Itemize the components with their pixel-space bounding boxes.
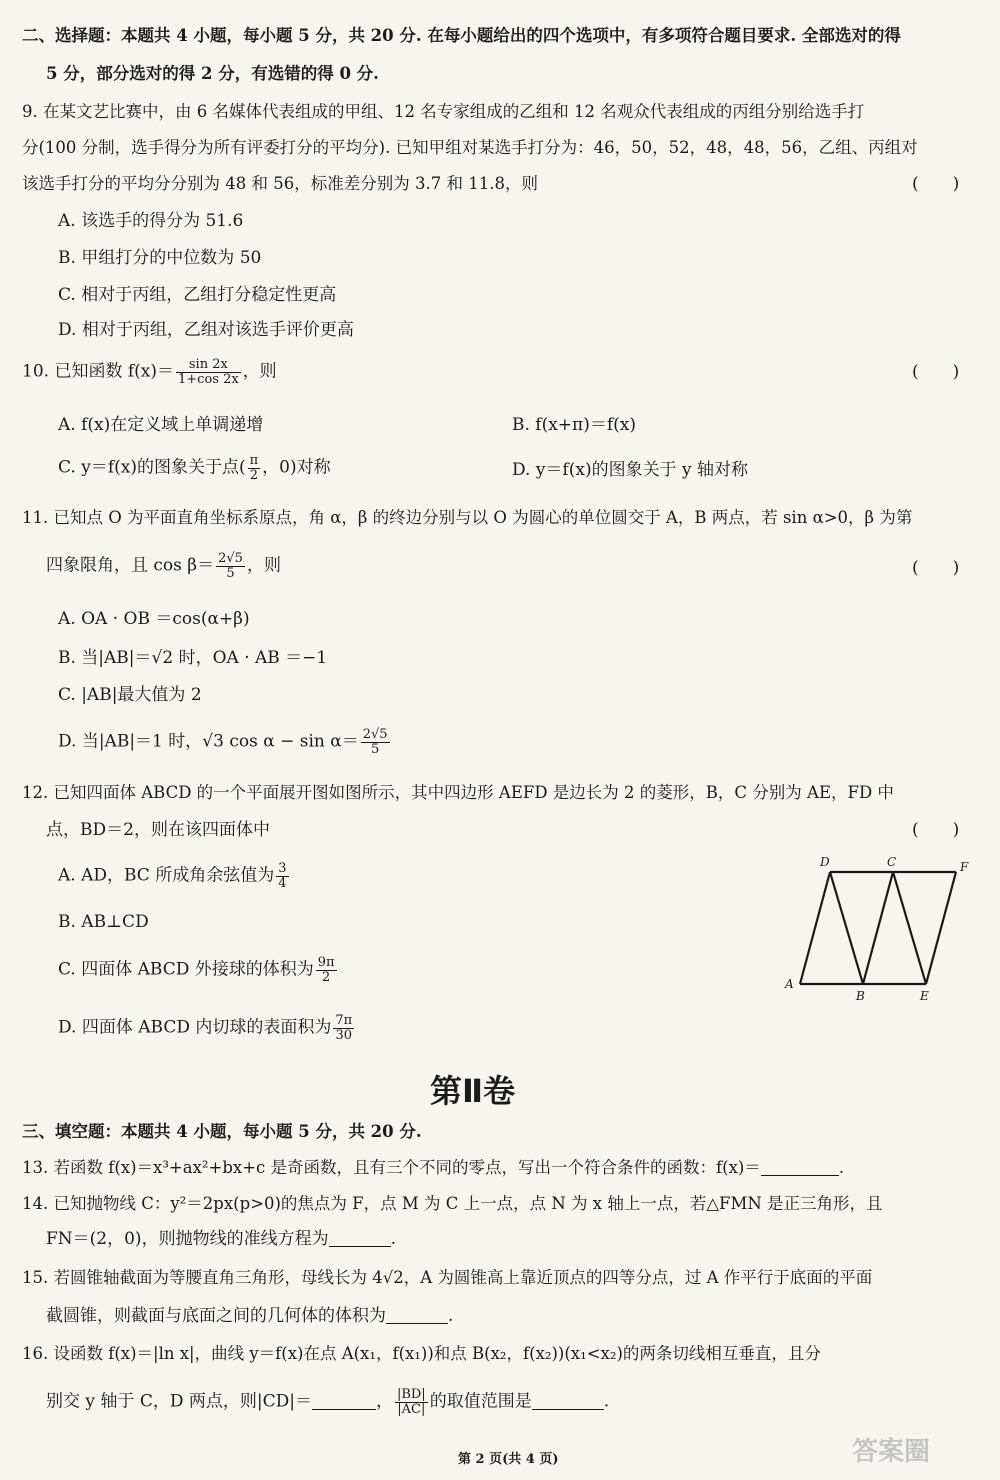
edge-ef [926,872,956,984]
q13-end: . [838,1158,845,1177]
q13-answer-blank[interactable] [761,1161,839,1176]
q9-option-c: C. 相对于丙组，乙组打分稳定性更高 [58,285,337,305]
q9-line2: 分(100 分制，选手得分为所有评委打分的平均分). 已知甲组对某选手打分为：46，50，52，48，48，56，乙组、丙组对 [22,138,918,157]
q11-line1: 11. 已知点 O 为平面直角坐标系原点，角 α，β 的终边分别与以 O 为圆心的单位圆交于 A，B 两点，若 sin α>0，β 为第 [22,508,913,527]
q12-option-a-frac [276,862,288,890]
fig-label-c: C [887,855,897,869]
section3-header: 三、填空题：本题共 4 小题，每小题 5 分，共 20 分. [22,1122,422,1141]
fig-label-d: D [820,855,830,869]
edge-ad [800,872,830,984]
q11-option-b: B. 当|AB|＝√2 时，OA · AB ＝−1 [58,648,328,668]
q12-c-num: 9π [317,955,335,970]
q9-line3: 该选手打分的平均分分别为 48 和 56，标准差分别为 3.7 和 11.8，则 [22,174,538,193]
q10-option-c-frac [248,454,261,482]
q10-suffix: ，则 [242,361,277,382]
q10-option-d: D. y＝f(x)的图象关于 y 轴对称 [512,460,748,480]
q12-answer-paren: ( ) [912,820,960,840]
q15-end: . [448,1306,454,1326]
q10-option-c [58,454,331,482]
q11-d-num: 2√5 [362,727,388,742]
q12-net-figure [780,850,975,1010]
q12-option-d [58,1014,356,1042]
edge-db [830,872,863,984]
q16-line2-pre: 别交 y 轴于 C，D 两点，则|CD|＝ [46,1391,312,1412]
q16-answer-blank-2[interactable] [532,1395,604,1410]
q16-line2 [46,1388,609,1416]
q14-line2-pre: FN＝(2，0)，则抛物线的准线方程为 [46,1229,329,1249]
q15-line2-pre: 截圆锥，则截面与底面之间的几何体的体积为 [46,1306,386,1326]
q16-frac-num: |BD| [396,1387,426,1402]
q12-d-den: 30 [335,1027,353,1043]
q16-answer-blank-1[interactable] [312,1395,376,1410]
q15-answer-blank[interactable] [386,1309,448,1324]
q10-prefix: 10. 已知函数 f(x)＝ [22,361,174,382]
section2-header-line2: 5 分，部分选对的得 2 分，有选错的得 0 分. [46,64,379,83]
q12-option-a-pre: A. AD，BC 所成角余弦值为 [58,865,275,886]
q12-c-den: 2 [322,969,331,985]
q12-line2: 点，BD＝2，则在该四面体中 [46,820,270,840]
q12-option-c [58,956,339,984]
fig-label-a: A [785,977,794,991]
q12-d-num: 7π [335,1013,353,1028]
q9-answer-paren: ( ) [912,174,960,194]
edge-ce [893,872,926,984]
q16-line1: 16. 设函数 f(x)＝|ln x|，曲线 y＝f(x)在点 A(x₁，f(x₁))和点 B(x₂，f(x₂))(x₁<x₂)的两条切线相互垂直，且分 [22,1344,821,1363]
q12-option-b: B. AB⊥CD [58,912,149,932]
q12-option-c-pre: C. 四面体 ABCD 外接球的体积为 [58,959,314,980]
q9-line1: 9. 在某文艺比赛中，由 6 名媒体代表组成的甲组、12 名专家组成的乙组和 12 名观众代表组成的丙组分别给选手打 [22,102,865,121]
q10-answer-paren: ( ) [912,362,960,382]
q14-answer-blank[interactable] [329,1232,391,1247]
q10-option-a: A. f(x)在定义域上单调递增 [58,415,264,435]
q11-option-d [58,728,392,756]
q11-line2-pre: 四象限角，且 cos β＝ [46,555,215,576]
q11-line2 [46,552,281,580]
q11-option-c: C. |AB|最大值为 2 [58,685,202,705]
q10-c-den: 2 [249,467,258,483]
part2-title: 第Ⅱ卷 [430,1072,516,1110]
q16-end: . [603,1391,610,1412]
q11-answer-paren: ( ) [912,558,960,578]
fig-label-f: F [960,860,969,874]
q13-line1 [22,1160,844,1177]
q12-option-a [58,862,291,890]
q10-frac-num: sin 2x [176,358,241,373]
q10-c-num: π [249,453,259,468]
q14-line2 [46,1231,396,1248]
q11-line2-post: ，则 [246,555,281,576]
q11-frac-den: 5 [226,565,235,581]
q10-stem [22,358,277,386]
q16-fraction [395,1388,428,1416]
q12-a-num: 3 [278,861,287,876]
q11-d-den: 5 [371,741,380,757]
section2-header-line1: 二、选择题：本题共 4 小题，每小题 5 分，共 20 分. 在每小题给出的四个选项中，有多项符合题目要求. 全部选对的得 [22,26,901,45]
q10-frac-den: 1+cos 2x [178,371,239,387]
q16-line2-post: 的取值范围是 [429,1391,532,1412]
q11-line2-frac [216,552,245,580]
q11-frac-num: 2√5 [218,551,243,566]
q10-option-c-pre: C. y＝f(x)的图象关于点( [58,457,246,478]
q15-line1: 15. 若圆锥轴截面为等腰直角三角形，母线长为 4√2，A 为圆锥高上靠近顶点的四等分点，过 A 作平行于底面的平面 [22,1268,873,1287]
q13-text: 13. 若函数 f(x)＝x³+ax²+bx+c 是奇函数，且有三个不同的零点，写出一个符合条件的函数：f(x)＝ [22,1158,761,1177]
q11-option-d-pre: D. 当|AB|＝1 时，√3 cos α − sin α＝ [58,731,359,752]
q12-option-d-frac [333,1014,354,1042]
q12-line1: 12. 已知四面体 ABCD 的一个平面展开图如图所示，其中四边形 AEFD 是边长为 2 的菱形，B，C 分别为 AE，FD 中 [22,783,894,802]
q12-option-d-pre: D. 四面体 ABCD 内切球的表面积为 [58,1017,332,1038]
q11-option-d-frac [361,728,390,756]
q16-sep: ， [375,1391,393,1412]
q14-line1: 14. 已知抛物线 C：y²＝2px(p>0)的焦点为 F，点 M 为 C 上一点，点 N 为 x 轴上一点，若△FMN 是正三角形，且 [22,1194,883,1213]
q16-frac-den: |AC| [397,1401,426,1417]
page-footer: 第 2 页(共 4 页) [458,1452,559,1467]
fig-label-b: B [856,989,865,1003]
q15-line2 [46,1308,453,1325]
q10-option-c-post: ，0)对称 [262,457,331,478]
q9-option-b: B. 甲组打分的中位数为 50 [58,248,262,268]
q10-fraction [176,358,241,386]
q11-option-a: A. OA · OB ＝cos(α+β) [58,609,250,629]
watermark: 答案圈 [851,1437,930,1467]
q9-option-a: A. 该选手的得分为 51.6 [58,211,244,231]
edge-bc [863,872,893,984]
q12-a-den: 4 [278,875,287,891]
q10-option-b: B. f(x+π)＝f(x) [512,415,637,435]
fig-label-e: E [920,989,929,1003]
q9-option-d: D. 相对于丙组，乙组对该选手评价更高 [58,320,354,340]
q14-end: . [390,1229,396,1249]
q12-option-c-frac [316,956,337,984]
